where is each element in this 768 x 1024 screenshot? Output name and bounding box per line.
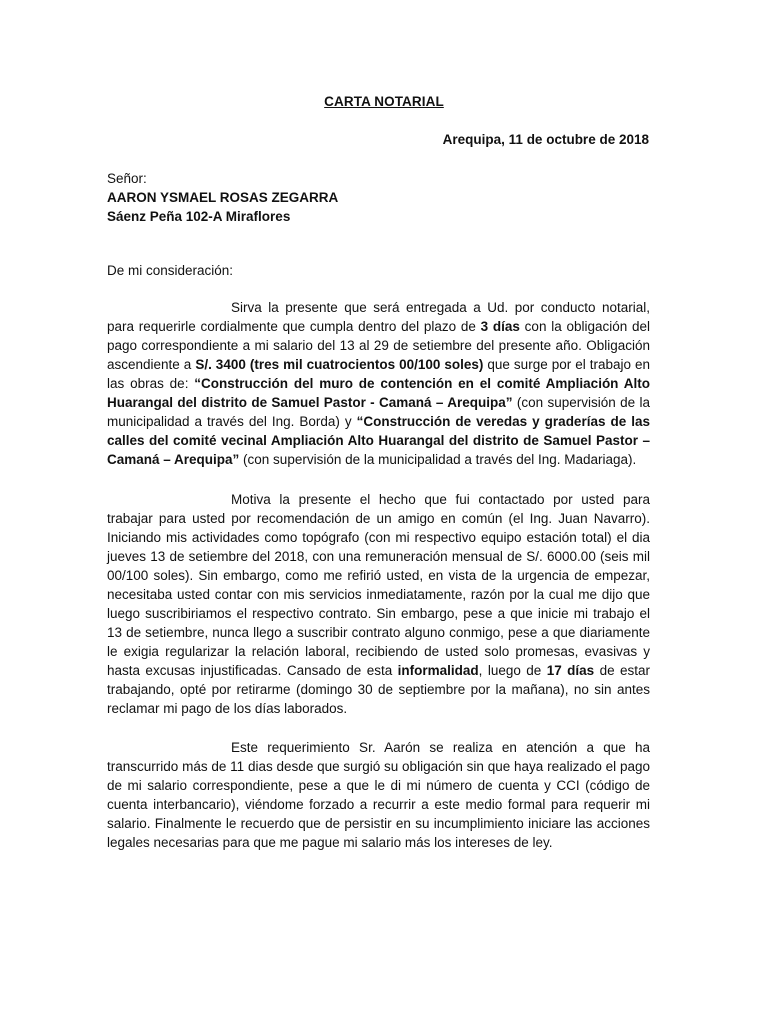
paragraph-3 xyxy=(107,738,650,852)
addressee-block xyxy=(107,169,338,226)
addressee-name: AARON YSMAEL ROSAS ZEGARRA xyxy=(107,190,339,205)
p2-days-worked: 17 días xyxy=(546,663,595,678)
p1-deadline: 3 días xyxy=(480,319,520,334)
paragraph-1 xyxy=(107,298,650,469)
p2-text-2: , luego de xyxy=(478,663,547,678)
p1-amount: S/. 3400 (tres mil cuatrocientos 00/100 soles) xyxy=(195,357,484,372)
letter-date: Arequipa, 11 de octubre de 2018 xyxy=(442,132,649,147)
paragraph-2 xyxy=(107,490,650,718)
p1-text-1: Sirva la presente que será entregada a Ud. por conducto notarial, para requerirle cordialmente que cumpla dentro del plazo de xyxy=(107,300,650,334)
addressee-address: Sáenz Peña 102-A Miraflores xyxy=(107,209,291,224)
p3-text-1: Este requerimiento Sr. Aarón se realiza en atención a que ha transcurrido más de 11 dias desde que surgió su obligación sin que haya realizado el pago de mi salario correspondiente, pese a que le di mi número de cuenta y CCI (código de cuenta interbancario), viéndome forzado a recurrir a este medio formal para requerir mi salario. Finalmente le recuerdo que de persistir en su incumplimiento iniciare las acciones legales necesarias para que me pague mi salario más los intereses de ley. xyxy=(107,740,650,850)
p1-text-3: que surge por el trabajo en las obras de: xyxy=(107,357,650,391)
p1-text-2: con la obligación del pago correspondiente a mi salario del 13 al 29 de setiembre del presente año. Obligación ascendiente a xyxy=(107,319,650,372)
salutation: Señor: xyxy=(107,171,147,186)
p1-text-5: (con supervisión de la municipalidad a través del Ing. Madariaga). xyxy=(239,452,637,467)
document-title: CARTA NOTARIAL xyxy=(324,94,444,109)
p1-project-2: “Construcción de veredas y graderías de las calles del comité vecinal Ampliación Alto Huarangal del distrito de Samuel Pastor – Camaná – Arequipa” xyxy=(107,414,650,467)
p1-project-1: “Construcción del muro de contención en el comité Ampliación Alto Huarangal del distrito de Samuel Pastor - Camaná – Arequipa” xyxy=(107,376,650,410)
p2-text-1: Motiva la presente el hecho que fui contactado por usted para trabajar para usted por recomendación de un amigo en común (el Ing. Juan Navarro). Iniciando mis actividades como topógrafo (con mi respectivo equipo estación total) el dia jueves 13 de setiembre del 2018, con una remuneración mensual de S/. 6000.00 (seis mil 00/100 soles). Sin embargo, como me refirió usted, en vista de la urgencia de empezar, necesitaba usted contar con mis servicios inmediatamente, razón por la cual me dijo que luego suscribiriamos el respectivo contrato. Sin embargo, pese a que inicie mi trabajo el 13 de setiembre, nunca llego a suscribir contrato alguno conmigo, pese a que diariamente le exigia regularizar la relación laboral, recibiendo de usted solo promesas, evasivas y hasta excusas injustificadas. Cansado de esta xyxy=(107,492,650,678)
p2-text-3: de estar trabajando, opté por retirarme (domingo 30 de septiembre por la mañana), no sin antes reclamar mi pago de los días laborados. xyxy=(107,663,651,716)
p2-informality: informalidad xyxy=(397,663,479,678)
p1-text-4: (con supervisión de la municipalidad a través del Ing. Borda) y xyxy=(107,395,650,429)
greeting: De mi consideración: xyxy=(107,263,234,278)
